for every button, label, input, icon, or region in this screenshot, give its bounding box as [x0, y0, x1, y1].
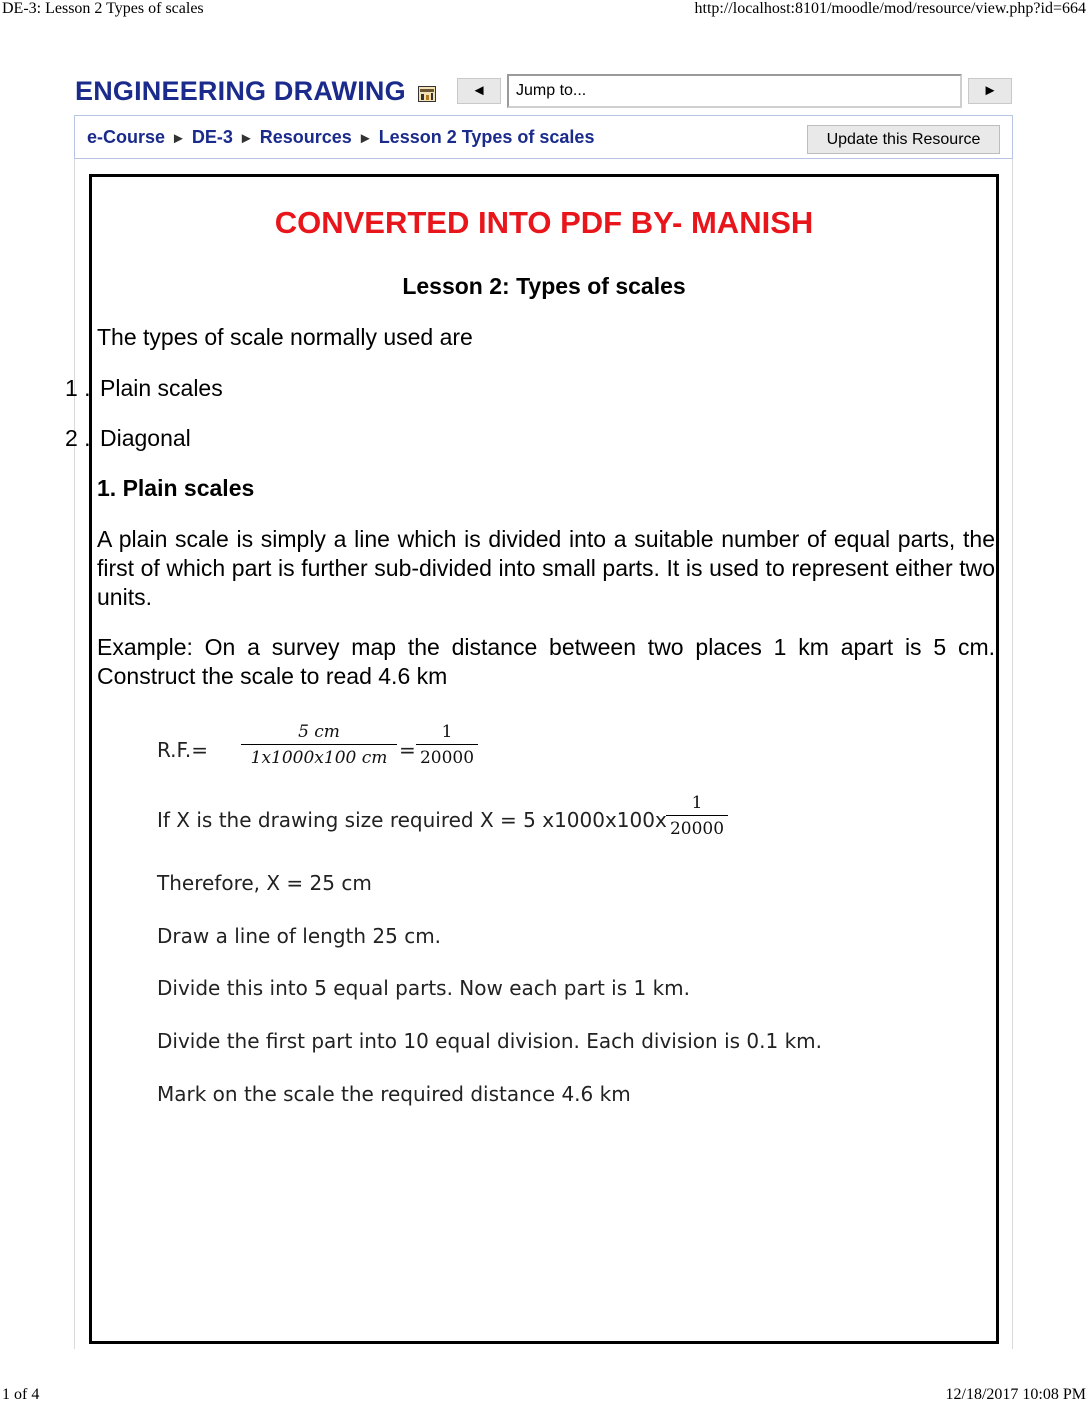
print-header — [0, 0, 1088, 22]
print-url: http://localhost:8101/moodle/mod/resource/view.php?id=664 — [694, 0, 1086, 17]
step-draw-line: Draw a line of length 25 cm. — [157, 924, 442, 948]
definition-paragraph: A plain scale is simply a line which is divided into a suitable number of equal parts, the first of which part is further sub-divided into small parts. It is used to represent either two units. — [97, 526, 995, 610]
print-page-title: DE-3: Lesson 2 Types of scales — [2, 0, 204, 17]
step-therefore: Therefore, X = 25 cm — [157, 871, 372, 895]
rf-numerator: 5 cm — [298, 722, 340, 742]
step-mark-distance: Mark on the scale the required distance 4.6 km — [157, 1082, 631, 1106]
rf-fraction — [241, 722, 397, 768]
breadcrumb-separator: ► — [357, 130, 373, 147]
jump-to-select[interactable]: Jump to... — [507, 74, 962, 108]
lesson-title: Lesson 2: Types of scales — [402, 273, 686, 299]
print-page-count: 1 of 4 — [2, 1386, 40, 1403]
section-heading: 1. Plain scales — [97, 475, 255, 501]
ds-denominator: 20000 — [669, 819, 725, 839]
previous-activity-button[interactable]: ◄ — [457, 78, 501, 104]
intro-text: The types of scale normally used are — [97, 324, 473, 350]
breadcrumb-ecourse[interactable]: e-Course — [87, 127, 166, 147]
print-footer — [0, 1386, 1088, 1408]
rf-result-numerator: 1 — [441, 722, 453, 742]
navbar — [74, 115, 1013, 159]
example-paragraph: Example: On a survey map the distance between two places 1 km apart is 5 cm. Construct the scale to read 4.6 km — [97, 634, 995, 689]
document-content — [65, 174, 999, 1344]
breadcrumb-de3[interactable]: DE-3 — [191, 127, 233, 147]
step-divide-first: Divide the first part into 10 equal division. Each division is 0.1 km. — [157, 1029, 822, 1053]
update-resource-button[interactable]: Update this Resource — [807, 125, 1000, 154]
breadcrumb-separator: ► — [238, 130, 254, 147]
next-activity-button[interactable]: ► — [968, 78, 1012, 104]
calculation-block — [92, 707, 996, 1127]
course-title[interactable]: ENGINEERING DRAWING — [75, 76, 406, 106]
list-number: 2 . — [65, 425, 91, 451]
print-datetime: 12/18/2017 10:08 PM — [945, 1386, 1086, 1403]
list-item-diagonal: Diagonal — [100, 425, 191, 451]
rf-result-fraction — [416, 722, 478, 768]
drawing-size-text: If X is the drawing size required X = 5 x1000x100x — [157, 808, 667, 832]
breadcrumb-separator: ► — [171, 130, 186, 147]
drawing-size-fraction — [666, 793, 728, 839]
breadcrumb — [87, 127, 594, 148]
list-number: 1 . — [65, 375, 91, 401]
rf-equals: = — [399, 738, 416, 762]
breadcrumb-current: Lesson 2 Types of scales — [378, 127, 595, 147]
conversion-banner: CONVERTED INTO PDF BY- MANISH — [274, 205, 814, 240]
course-icon[interactable] — [418, 86, 436, 102]
list-item-plain-scales: Plain scales — [100, 375, 223, 401]
step-divide-five: Divide this into 5 equal parts. Now each part is 1 km. — [157, 976, 691, 1000]
rf-result-denominator: 20000 — [419, 748, 475, 768]
breadcrumb-resources[interactable]: Resources — [259, 127, 352, 147]
ds-numerator: 1 — [691, 793, 703, 813]
rf-label: R.F.= — [157, 738, 208, 762]
rf-denominator: 1x1000x100 cm — [250, 748, 388, 768]
